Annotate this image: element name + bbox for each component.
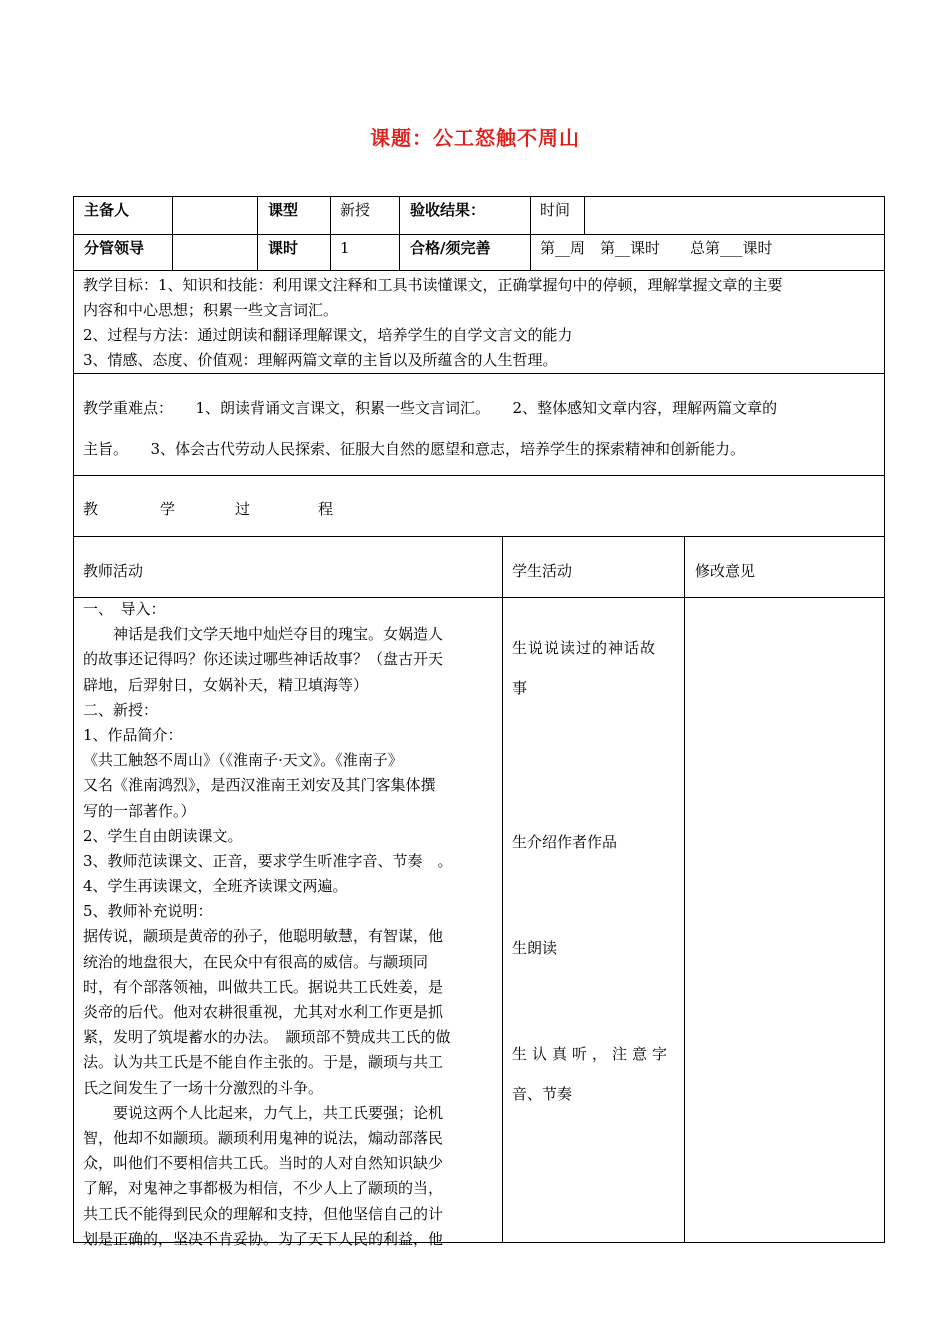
teacher-line: 又名《淮南鸿烈》，是西汉淮南王刘安及其门客集体撰: [83, 776, 436, 795]
teacher-line: 辟地，后羿射日，女娲补天，精卫填海等）: [83, 675, 369, 694]
teacher-line: 法。认为共工氏是不能自作主张的。于是，颛顼与共工: [83, 1053, 444, 1072]
label-hege: 合格/须完善: [410, 239, 491, 257]
student-note: 生介绍作者作品: [512, 833, 618, 851]
teacher-line: 5、教师补充说明：: [83, 902, 213, 921]
key-points-line: 主旨。 3、体会古代劳动人民探索、征服大自然的愿望和意志，培养学生的探索精神和创新能力。: [83, 440, 746, 458]
value-keshi: 1: [340, 239, 350, 257]
teacher-line: 要说这两个人比起来，力气上，共工氏要强；论机: [83, 1103, 444, 1122]
column-header-teacher: 教师活动: [83, 562, 144, 580]
divider: [399, 196, 400, 270]
teacher-line: 共工氏不能得到民众的理解和支持，但他坚信自己的计: [83, 1204, 444, 1223]
divider: [73, 270, 885, 271]
teacher-line: 神话是我们文学天地中灿烂夺目的瑰宝。女娲造人: [83, 625, 444, 644]
label-shijian: 时间: [540, 201, 571, 219]
teacher-line: 氏之间发生了一场十分激烈的斗争。: [83, 1078, 324, 1097]
student-note: 音、节奏: [512, 1085, 573, 1103]
teacher-line: 3、教师范读课文、正音，要求学生听准字音、节奏 。: [83, 851, 453, 870]
process-heading-char: 教: [83, 500, 99, 518]
teacher-line: 《共工触怒不周山》（《淮南子·天文》。《淮南子》: [83, 751, 403, 770]
objectives-line: 3、情感、态度、价值观：理解两篇文章的主旨以及所蕴含的人生哲理。: [83, 351, 558, 369]
process-heading-char: 程: [318, 500, 334, 518]
teacher-line: 了解，对鬼神之事都极为相信，不少人上了颛顼的当，: [83, 1179, 444, 1198]
teacher-line: 划是正确的，坚决不肯妥协。为了天下人民的利益，他: [83, 1229, 444, 1248]
column-header-revision: 修改意见: [695, 562, 756, 580]
divider: [73, 234, 885, 235]
teacher-line: 二、新授：: [83, 700, 159, 719]
column-header-student: 学生活动: [512, 562, 573, 580]
divider: [330, 196, 331, 270]
divider: [684, 536, 685, 1243]
teacher-line: 的故事还记得吗？你还读过哪些神话故事？（盘古开天: [83, 650, 444, 669]
divider: [73, 475, 885, 476]
teacher-line: 时，有个部落领袖，叫做共工氏。据说共工氏姓姜，是: [83, 977, 444, 996]
objectives-line: 教学目标：1、知识和技能：利用课文注释和工具书读懂课文，正确掌握句中的停顿，理解掌握文章的主要: [83, 276, 783, 294]
objectives-line: 2、过程与方法：通过朗读和翻译理解课文，培养学生的自学文言文的能力: [83, 326, 573, 344]
label-keshi: 课时: [268, 239, 299, 257]
label-kexing: 课型: [268, 201, 299, 219]
divider: [530, 196, 531, 270]
label-yanshou: 验收结果：: [410, 201, 486, 219]
teacher-line: 一、 导入：: [83, 600, 166, 618]
divider: [73, 373, 885, 374]
page-title: 课题：公工怒触不周山: [370, 126, 580, 150]
teacher-line: 智，他却不如颛顼。颛顼利用鬼神的说法，煽动部落民: [83, 1128, 444, 1147]
teacher-line: 众，叫他们不要相信共工氏。当时的人对自然知识缺少: [83, 1154, 444, 1173]
divider: [584, 196, 585, 234]
process-heading-char: 学: [160, 500, 176, 518]
label-zhubeiren: 主备人: [84, 201, 130, 219]
student-note: 事: [512, 679, 528, 697]
value-kexing: 新授: [340, 201, 371, 219]
student-note: 生认真听，注意字: [512, 1045, 673, 1063]
teacher-line: 写的一部著作。）: [83, 801, 196, 820]
week-schedule: 第__周 第__课时 总第___课时: [540, 239, 773, 257]
objectives-line: 内容和中心思想；积累一些文言词汇。: [83, 301, 339, 319]
teacher-line: 紧，发明了筑堤蓄水的办法。 颛顼部不赞成共工氏的做: [83, 1028, 451, 1047]
teacher-activities: [83, 597, 495, 1252]
teacher-line: 炎帝的后代。他对农耕很重视，尤其对水利工作更是抓: [83, 1003, 444, 1021]
divider: [257, 196, 258, 270]
student-note: 生说说读过的神话故: [512, 639, 657, 657]
teacher-line: 4、学生再读课文，全班齐读课文两遍。: [83, 877, 348, 896]
teacher-line: 据传说，颛顼是黄帝的孙子，他聪明敏慧，有智谋，他: [83, 927, 444, 946]
divider: [502, 536, 503, 1243]
teacher-line: 2、学生自由朗读课文。: [83, 826, 243, 845]
divider: [73, 536, 885, 537]
teacher-line: 1、作品简介：: [83, 725, 183, 744]
process-heading-char: 过: [235, 500, 251, 518]
label-fenguan: 分管领导: [84, 239, 145, 257]
teacher-line: 统治的地盘很大，在民众中有很高的威信。与颛顼同: [83, 952, 429, 971]
key-points-line: 教学重难点： 1、朗读背诵文言课文，积累一些文言词汇。 2、整体感知文章内容，理解两篇文章的: [83, 399, 778, 417]
student-note: 生朗读: [512, 939, 558, 957]
divider: [172, 196, 173, 270]
